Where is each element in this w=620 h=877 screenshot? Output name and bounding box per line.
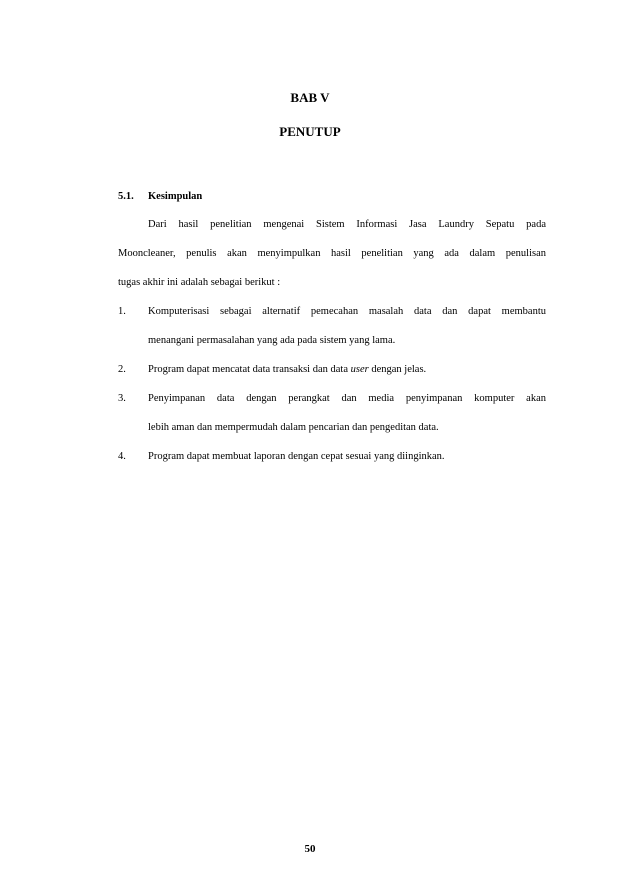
list-item-text: Penyimpanan data dengan perangkat dan media penyimpanan komputer akan xyxy=(148,393,546,404)
list-item xyxy=(118,450,445,464)
list-item xyxy=(118,305,546,319)
list-item-text: Komputerisasi sebagai alternatif pemecahan masalah data dan dapat membantu xyxy=(148,306,546,317)
list-item-continuation: menangani permasalahan yang ada pada sistem yang lama. xyxy=(148,335,396,346)
list-item-marker: 2. xyxy=(118,364,126,375)
chapter-subtitle: PENUTUP xyxy=(279,124,341,139)
intro-line-2: Mooncleaner, penulis akan menyimpulkan hasil penelitian yang ada dalam penulisan xyxy=(118,248,546,259)
list-item xyxy=(118,363,426,377)
section-number: 5.1. xyxy=(118,191,134,202)
list-item-marker: 4. xyxy=(118,451,126,462)
intro-line-1: Dari hasil penelitian mengenai Sistem Informasi Jasa Laundry Sepatu pada xyxy=(148,219,546,230)
section-heading xyxy=(118,190,202,204)
list-item-continuation: lebih aman dan mempermudah dalam pencarian dan pengeditan data. xyxy=(148,422,439,433)
page-number: 50 xyxy=(304,843,316,855)
list-item-marker: 1. xyxy=(118,306,126,317)
chapter-title: BAB V xyxy=(290,90,330,105)
list-item-text-before: Program dapat mencatat data transaksi dan data xyxy=(148,364,351,375)
list-item-text-italic: user xyxy=(350,364,369,375)
section-title: Kesimpulan xyxy=(148,191,203,202)
list-item xyxy=(118,392,546,406)
list-item-text: Program dapat membuat laporan dengan cepat sesuai yang diinginkan. xyxy=(148,451,445,462)
list-item-marker: 3. xyxy=(118,393,126,404)
intro-line-3: tugas akhir ini adalah sebagai berikut : xyxy=(118,277,281,288)
list-item-text-after: dengan jelas. xyxy=(368,364,427,375)
